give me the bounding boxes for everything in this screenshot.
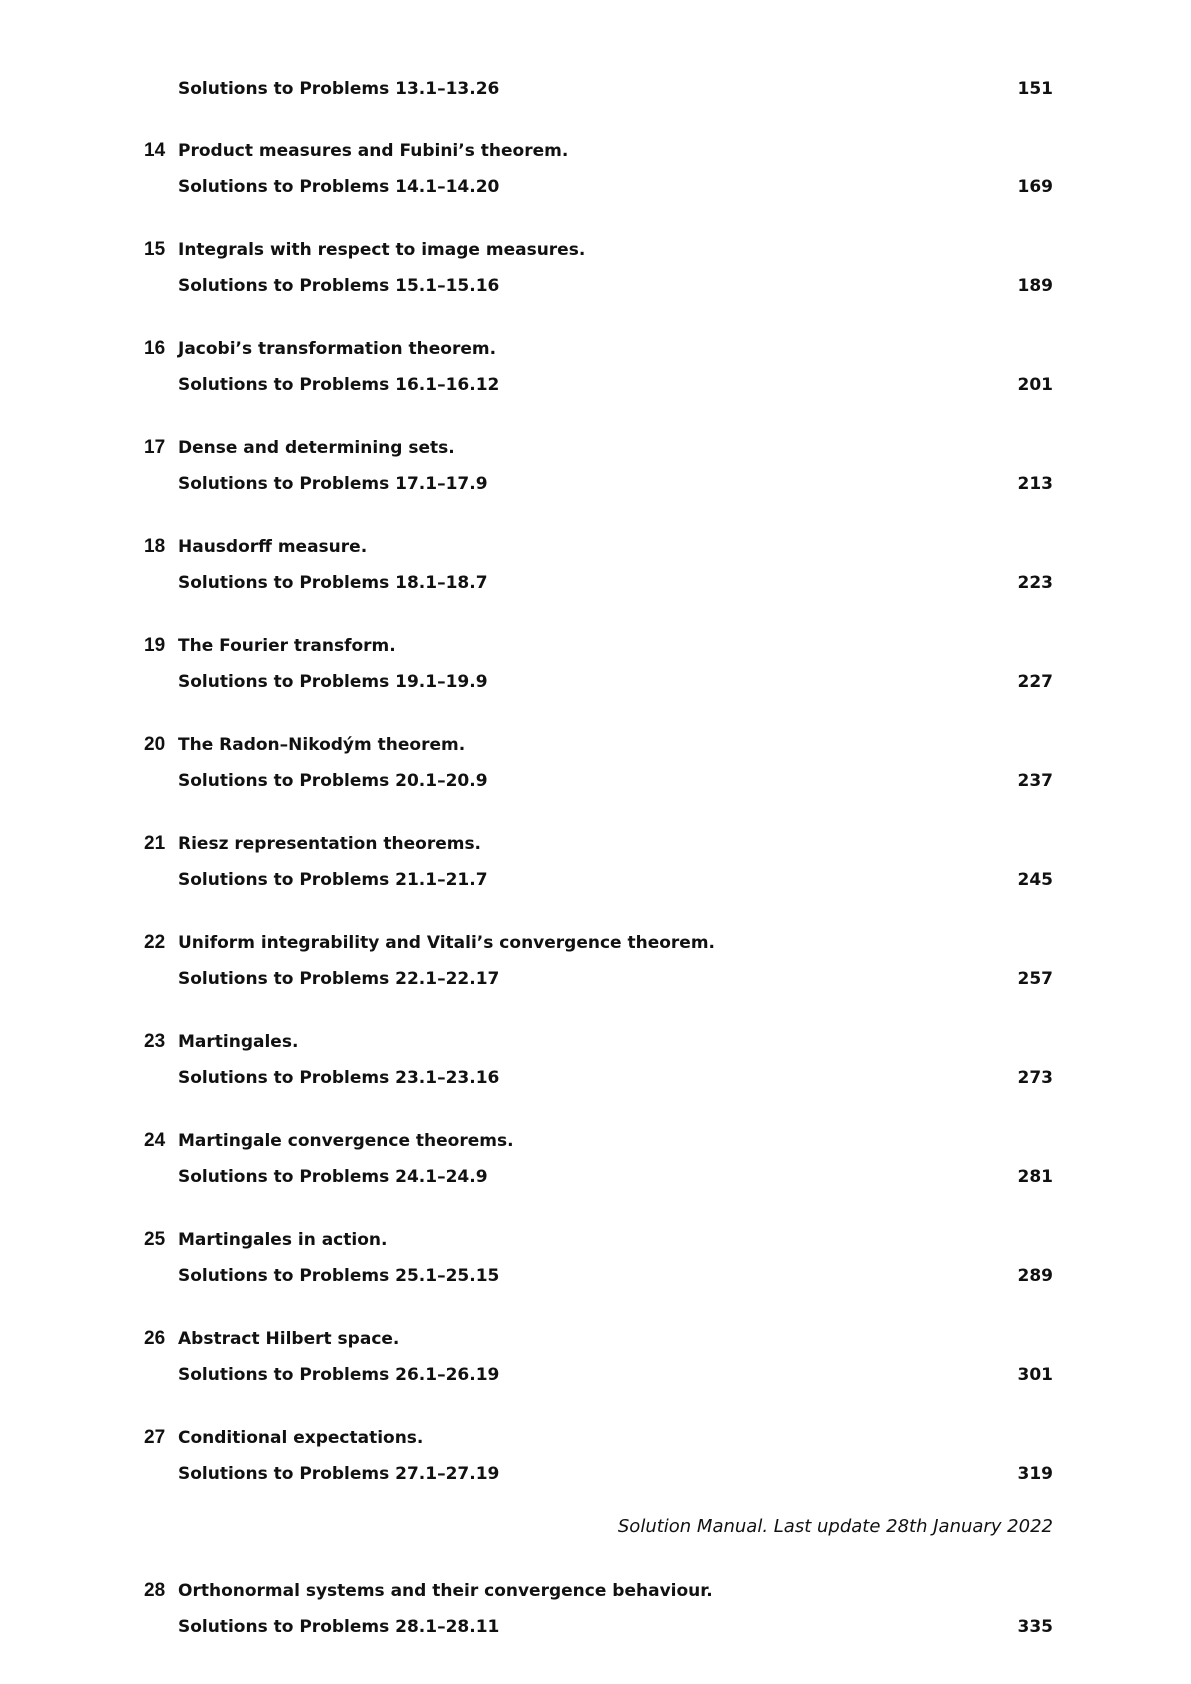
page-number: 319 [1017,1464,1053,1484]
solutions-label: Solutions to Problems 24.1–24.9 [178,1167,488,1187]
page-number: 281 [1017,1167,1053,1187]
chapter-title: Hausdorff measure. [178,537,368,557]
chapter-23-solutions-row [0,1063,1191,1093]
toc-lead-solutions-row [0,74,1191,104]
chapter-20-solutions-row [0,766,1191,796]
chapter-27-solutions-row [0,1459,1191,1489]
chapter-title: Conditional expectations. [178,1428,424,1448]
page-number: 237 [1017,771,1053,791]
chapter-number: 14 [144,140,166,161]
chapter-25-solutions-row [0,1261,1191,1291]
page-number: 335 [1017,1617,1053,1637]
chapter-22-solutions-row [0,964,1191,994]
chapter-title: Jacobi’s transformation theorem. [178,339,497,359]
page-number: 245 [1017,870,1053,890]
page-footer: Solution Manual. Last update 28th January 2022 [617,1516,1053,1537]
page-number: 151 [1017,79,1053,99]
solutions-label: Solutions to Problems 16.1–16.12 [178,375,500,395]
chapter-14-title-row [0,136,1191,166]
chapter-27-title-row [0,1423,1191,1453]
chapter-title: Abstract Hilbert space. [178,1329,400,1349]
chapter-title: Martingales. [178,1032,299,1052]
chapter-28-solutions-row [0,1612,1191,1642]
chapter-26-title-row [0,1324,1191,1354]
chapter-title: Riesz representation theorems. [178,834,482,854]
chapter-17-title-row [0,433,1191,463]
chapter-25-title-row [0,1225,1191,1255]
page-number: 301 [1017,1365,1053,1385]
solutions-label: Solutions to Problems 13.1–13.26 [178,79,500,99]
chapter-number: 15 [144,239,166,260]
chapter-14-solutions-row [0,172,1191,202]
solutions-label: Solutions to Problems 19.1–19.9 [178,672,488,692]
chapter-number: 20 [144,734,166,755]
chapter-16-title-row [0,334,1191,364]
solutions-label: Solutions to Problems 27.1–27.19 [178,1464,500,1484]
chapter-title: Uniform integrability and Vitali’s convergence theorem. [178,933,716,953]
chapter-number: 25 [144,1229,166,1250]
chapter-23-title-row [0,1027,1191,1057]
chapter-28-title-row [0,1576,1191,1606]
chapter-number: 17 [144,437,166,458]
chapter-19-title-row [0,631,1191,661]
chapter-number: 28 [144,1580,166,1601]
page-number: 169 [1017,177,1053,197]
solutions-label: Solutions to Problems 22.1–22.17 [178,969,500,989]
page-number: 189 [1017,276,1053,296]
chapter-24-solutions-row [0,1162,1191,1192]
chapter-title: Dense and determining sets. [178,438,455,458]
page-number: 201 [1017,375,1053,395]
chapter-number: 19 [144,635,166,656]
chapter-number: 21 [144,833,166,854]
chapter-18-solutions-row [0,568,1191,598]
chapter-21-title-row [0,829,1191,859]
solutions-label: Solutions to Problems 25.1–25.15 [178,1266,500,1286]
chapter-20-title-row [0,730,1191,760]
page-number: 223 [1017,573,1053,593]
chapter-title: The Fourier transform. [178,636,396,656]
chapter-15-solutions-row [0,271,1191,301]
solutions-label: Solutions to Problems 17.1–17.9 [178,474,488,494]
chapter-15-title-row [0,235,1191,265]
chapter-number: 16 [144,338,166,359]
chapter-24-title-row [0,1126,1191,1156]
chapter-number: 27 [144,1427,166,1448]
chapter-number: 23 [144,1031,166,1052]
chapter-number: 22 [144,932,166,953]
page-number: 257 [1017,969,1053,989]
chapter-title: Product measures and Fubini’s theorem. [178,141,569,161]
solutions-label: Solutions to Problems 28.1–28.11 [178,1617,500,1637]
page-number: 273 [1017,1068,1053,1088]
solutions-label: Solutions to Problems 15.1–15.16 [178,276,500,296]
chapter-21-solutions-row [0,865,1191,895]
solutions-label: Solutions to Problems 23.1–23.16 [178,1068,500,1088]
chapter-19-solutions-row [0,667,1191,697]
chapter-26-solutions-row [0,1360,1191,1390]
solutions-label: Solutions to Problems 20.1–20.9 [178,771,488,791]
chapter-number: 18 [144,536,166,557]
chapter-18-title-row [0,532,1191,562]
chapter-title: Integrals with respect to image measures. [178,240,586,260]
solutions-label: Solutions to Problems 26.1–26.19 [178,1365,500,1385]
chapter-17-solutions-row [0,469,1191,499]
page-number: 227 [1017,672,1053,692]
chapter-title: Orthonormal systems and their convergence behaviour. [178,1581,713,1601]
page-number: 213 [1017,474,1053,494]
solutions-label: Solutions to Problems 18.1–18.7 [178,573,488,593]
chapter-title: Martingales in action. [178,1230,388,1250]
chapter-22-title-row [0,928,1191,958]
solutions-label: Solutions to Problems 21.1–21.7 [178,870,488,890]
page-number: 289 [1017,1266,1053,1286]
solutions-label: Solutions to Problems 14.1–14.20 [178,177,500,197]
chapter-number: 24 [144,1130,166,1151]
chapter-number: 26 [144,1328,166,1349]
chapter-title: The Radon–Nikodým theorem. [178,735,466,755]
chapter-title: Martingale convergence theorems. [178,1131,514,1151]
chapter-16-solutions-row [0,370,1191,400]
